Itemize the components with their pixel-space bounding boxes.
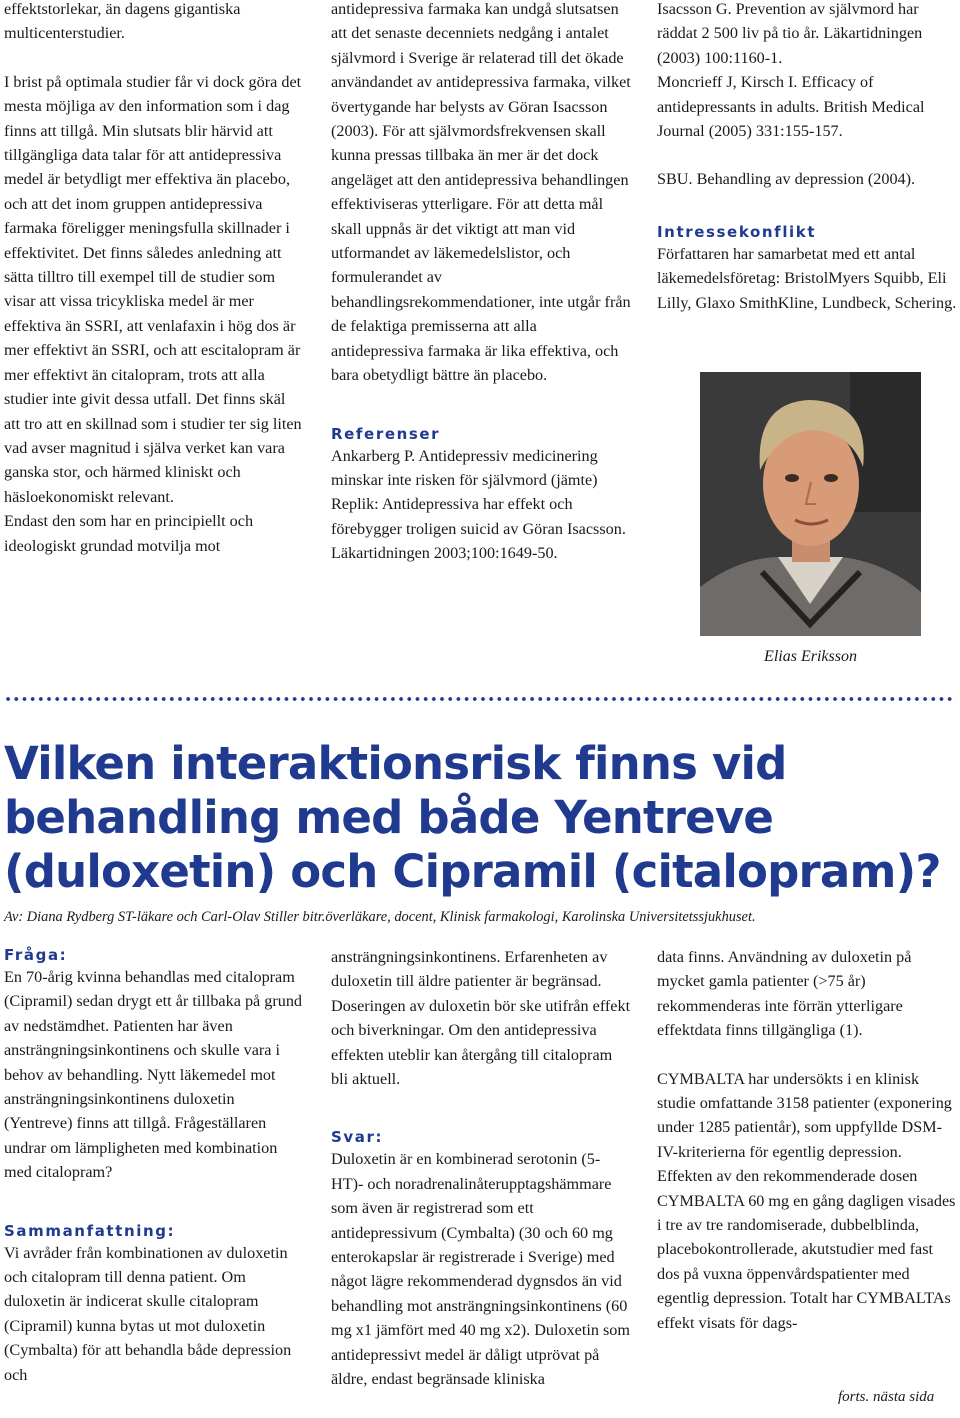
reference-item: Moncrieff J, Kirsch I. Efficacy of antidepressants in adults. British Medical Journal (2005) 331:155-157. [657, 73, 925, 141]
question-text: En 70-årig kvinna behandlas med citalopram (Cipramil) sedan drygt ett år tillbaka på grund av nedstämdhet. Patienten har även ansträngningsinkontinens och skulle vara i behov av behandling. Nytt läkemedel mot ansträngningsinkontinens duloxetin (Yentreve) finns att tillgå. Frågeställaren undrar om lämpligheten med kombination med citalopram? [4, 968, 303, 1182]
reference-item: Isacsson G. Prevention av självmord har räddat 2 500 liv på tio år. Läkartidningen (2003) 100:1160-1. [657, 0, 923, 67]
paragraph: ansträngningsinkontinens. Erfarenheten av duloxetin till äldre patienter är begränsad. Doseringen av duloxetin bör ske utifrån effekt och biverkningar. Om den antidepressiva effekten uteblir kan återgång till citalopram bli aktuell. [331, 948, 631, 1089]
paragraph: CYMBALTA har undersökts i en klinisk studie omfattande 3158 patienter (exponering under 1285 patientår), som uppfyllde DSM-IV-kriterierna för egentlig depression. Effekten av den rekommenderade dosen CYMBALTA 60 mg en gång dagligen visades i tre av tre randomiserade, dubbelblinda, placebokontrollerade, akutstudier med fast dos på vuxna öppenvårdspatienter med egentlig depression. Totalt har CYMBALTAs effekt visats för dags- [657, 1069, 956, 1332]
references-heading: Referenser [331, 424, 441, 443]
question-heading: Fråga: [4, 946, 68, 964]
lower-column-3 [657, 945, 957, 1335]
paragraph: data finns. Användning av duloxetin på mycket gamla patienter (>75 år) rekommenderas inte förrän ytterligare effektdata finns tillgängliga (1). [657, 948, 912, 1040]
paragraph: effektstorlekar, än dagens gigantiska multicenterstudier. [4, 0, 241, 43]
upper-column-2 [331, 0, 631, 566]
reference-item: SBU. Behandling av depression (2004). [657, 170, 916, 189]
answer-heading: Svar: [331, 1128, 384, 1147]
article-byline: Av: Diana Rydberg ST-läkare och Carl-Olav Stiller bitr.överläkare, docent, Klinisk farmakologi, Karolinska Universitetssjukhuset. [4, 909, 756, 925]
conflict-of-interest-heading: Intressekonflikt [657, 222, 817, 241]
continued-note: forts. nästa sida [838, 1389, 935, 1405]
paragraph: I brist på optimala studier får vi dock göra det mesta möjliga av den information som i dag finns att tillgå. Min slutsats blir härvid att tillgängliga data talar för att antidepressiva medel är betydligt mer effektiva än placebo, och att det inom gruppen antidepressiva farmaka föreligger meningsfulla skillnader i effektivitet. Det finns således anledning att sätta tilltro till exempel till de studier som visar att vissa tricykliska medel är mer effektiva än SSRI, att venlafaxin i hög dos är mer effektivt än SSRI, och att escitalopram är mer effektivt än citalopram, trots att alla studier inte givit dessa utfall. Det finns skäl att tro att en skillnad som i studier ter sig liten vad avser magnitud i själva verket kan vara ganska stor, och härmed kliniskt och häsloekonomiskt relevant. [4, 72, 302, 506]
conflict-of-interest-text: Författaren har samarbetat med ett antal läkemedelsföretag: BristolMyers Squibb, Eli Lilly, Glaxo SmithKline, Lundbeck, Schering. [657, 244, 957, 312]
dotted-divider [4, 694, 956, 704]
upper-column-1 [4, 0, 304, 558]
paragraph: Endast den som har en principiellt och ideologiskt grundad motvilja mot [4, 512, 254, 555]
summary-heading: Sammanfattning: [4, 1221, 176, 1240]
answer-text: Duloxetin är en kombinerad serotonin (5-HT)- och noradrenalinåterupptagshämmare som även är registrerad som ett antidepressivum (Cymbalta) (30 och 60 mg enterokapslar är registrerade i Sverige) med något lägre rekommenderad dygnsdos än vid behandling mot ansträngningsinkontinens (60 mg x1 jämfört med 40 mg x2). Duloxetin som antidepressivt medel är dåligt utprövat på äldre, endast begränsade kliniska [331, 1150, 630, 1389]
reference-item: Ankarberg P. Antidepressiv medicinering minskar inte risken för självmord (jämte) Replik: Antidepressiva har effekt och förebygger troligen suicid av Göran Isacsson. Läkartidningen 2003;100:1649-50. [331, 446, 626, 563]
lower-column-1 [4, 945, 304, 1387]
portrait-illustration [700, 372, 921, 636]
photo-caption: Elias Eriksson [764, 648, 857, 665]
lower-column-2 [331, 945, 631, 1392]
paragraph: antidepressiva farmaka kan undgå slutsatsen att det senaste decenniets nedgång i antalet självmord i Sverige är relaterad till det ökade användandet av antidepressiva farmaka, vilket övertygande har belysts av Göran Isacsson (2003). För att självmordsfrekvensen skall kunna pressas tillbaka än mer är det dock angeläget att den antidepressiva behandlingen effektiviseras ytterligare. För att detta mål skall uppnås är det viktigt att man vid utformandet av läkemedelslistor, och formulerandet av behandlingsrekommendationer, inte utgår från de felaktiga premisserna att alla antidepressiva farmaka är lika effektiva, och bara obetydligt bättre än placebo. [331, 0, 631, 385]
article-title: Vilken interaktionsrisk finns vid behandling med både Yentreve (duloxetin) och Cipramil (citalopram)? [4, 737, 941, 898]
author-photo [700, 372, 921, 636]
upper-column-3 [657, 0, 957, 315]
summary-text: Vi avråder från kombinationen av duloxetin och citalopram till denna patient. Om duloxetin är indicerat skulle citalopram (Cipramil) kunna bytas ut mot duloxetin (Cymbalta) för att behandla både depression och [4, 1243, 292, 1384]
